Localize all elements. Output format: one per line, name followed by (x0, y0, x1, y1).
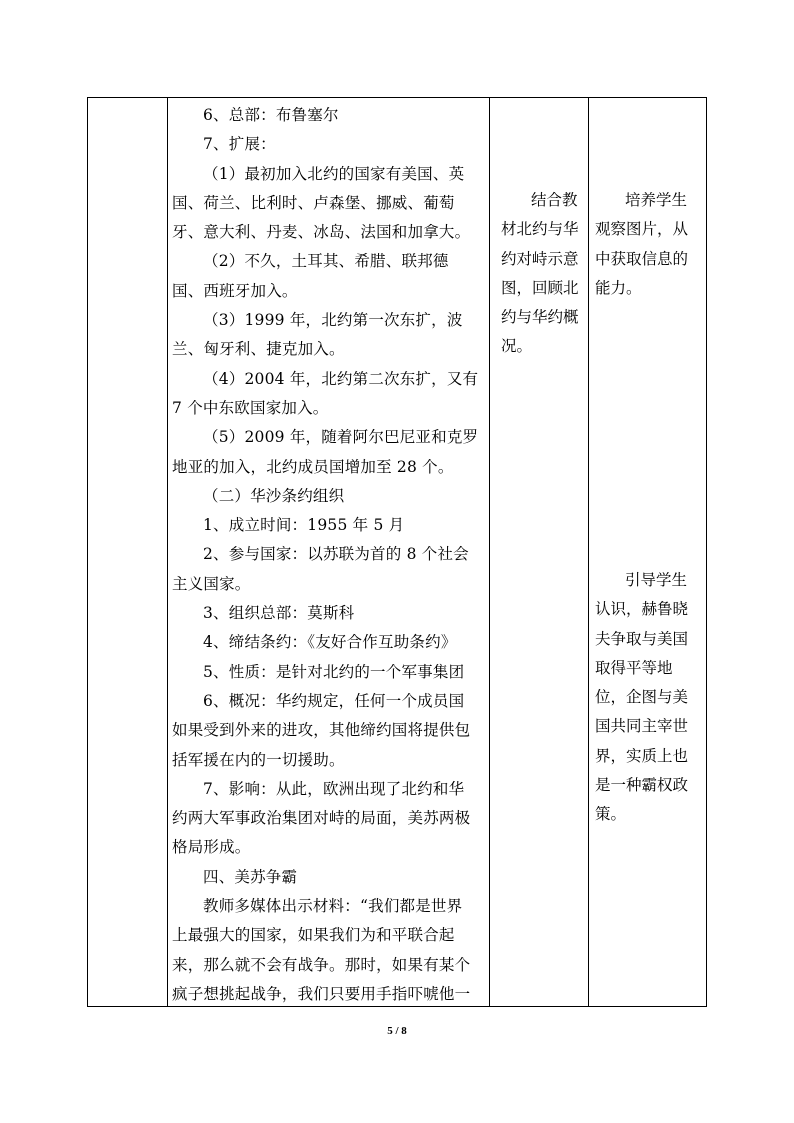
text-line: 5、性质：是针对北约的一个军事集团 (203, 662, 465, 681)
text-line: 位，企图与美 (595, 688, 689, 707)
text-line: 况。 (501, 337, 533, 356)
text-line: 2、参与国家：以苏联为首的 8 个社会 (203, 545, 469, 564)
text-line: 1、成立时间：1955 年 5 月 (203, 516, 405, 535)
text-line: 观察图片，从 (595, 220, 689, 239)
text-line: 兰、匈牙利、捷克加入。 (172, 340, 345, 359)
text-line: 疯子想挑起战争，我们只要用手指吓唬他一 (172, 984, 471, 1003)
text-line: 7 个中东欧国家加入。 (172, 398, 329, 417)
text-line: 7、影响：从此，欧洲出现了北约和华 (203, 779, 465, 798)
text-line: 夫争取与美国 (595, 629, 689, 648)
lesson-table (87, 97, 707, 1007)
column-divider (489, 98, 490, 1006)
text-line: 国、西班牙加入。 (172, 281, 298, 300)
text-line: 约对峙示意 (501, 249, 579, 268)
text-line: 教师多媒体出示材料：“我们都是世界 (203, 897, 463, 916)
column-divider (588, 98, 589, 1006)
text-line: 图，回顾北 (501, 278, 579, 297)
text-line: 四、美苏争霸 (203, 867, 298, 886)
text-line: 3、组织总部：莫斯科 (203, 604, 355, 623)
text-line: 培养学生 (625, 191, 688, 209)
text-line: 中获取信息的 (595, 249, 689, 268)
teaching-content-column (172, 101, 488, 1009)
text-line: 地亚的加入，北约成员国增加至 28 个。 (172, 457, 454, 476)
text-line: 4、缔结条约：《友好合作互助条约》 (203, 633, 457, 652)
text-line: 牙、意大利、丹麦、冰岛、法国和加拿大。 (172, 223, 471, 242)
text-line: 6、概况：华约规定，任何一个成员国 (203, 691, 465, 710)
text-line: 是一种霸权政 (595, 776, 689, 795)
text-line: （3）1999 年，北约第一次东扩，波 (203, 311, 463, 330)
text-line: 策。 (595, 805, 627, 824)
text-line: （2）不久，土耳其、希腊、联邦德 (203, 252, 449, 271)
text-line: 主义国家。 (172, 574, 251, 593)
text-line: 6、总部：布鲁塞尔 (203, 106, 339, 124)
text-line: 7、扩展： (203, 135, 276, 154)
student-activity-column (501, 186, 585, 362)
text-line: 约两大军事政治集团对峙的局面，美苏两极 (172, 809, 471, 828)
text-line: 认识，赫鲁晓 (595, 600, 689, 619)
text-line: （1）最初加入北约的国家有美国、英 (203, 164, 465, 183)
text-line: 界，实质上也 (595, 746, 689, 765)
text-line: 国、荷兰、比利时、卢森堡、挪威、葡萄 (172, 193, 455, 212)
text-line: 如果受到外来的进攻，其他缔约国将提供包 (172, 721, 471, 740)
design-intent-column (595, 186, 699, 303)
text-line: 结合教 (531, 191, 578, 209)
text-line: 材北约与华 (501, 220, 579, 239)
design-intent-column (595, 566, 699, 830)
text-line: 来，那么就不会有战争。那时，如果有某个 (172, 955, 471, 974)
text-line: 上最强大的国家，如果我们为和平联合起 (172, 926, 455, 945)
text-line: （二）华沙条约组织 (203, 486, 345, 505)
text-line: 格局形成。 (172, 838, 251, 857)
text-line: 能力。 (595, 278, 642, 297)
text-line: 约与华约概 (501, 308, 579, 327)
text-line: （5）2009 年，随着阿尔巴尼亚和克罗 (203, 428, 479, 447)
text-line: 国共同主宰世 (595, 717, 689, 736)
page-number: 5 / 8 (387, 1025, 407, 1037)
text-line: 括军援在内的一切援助。 (172, 750, 345, 769)
column-divider (167, 98, 168, 1006)
text-line: 引导学生 (625, 571, 688, 589)
text-line: 取得平等地 (595, 658, 673, 677)
text-line: （4）2004 年，北约第二次东扩，又有 (203, 369, 479, 388)
